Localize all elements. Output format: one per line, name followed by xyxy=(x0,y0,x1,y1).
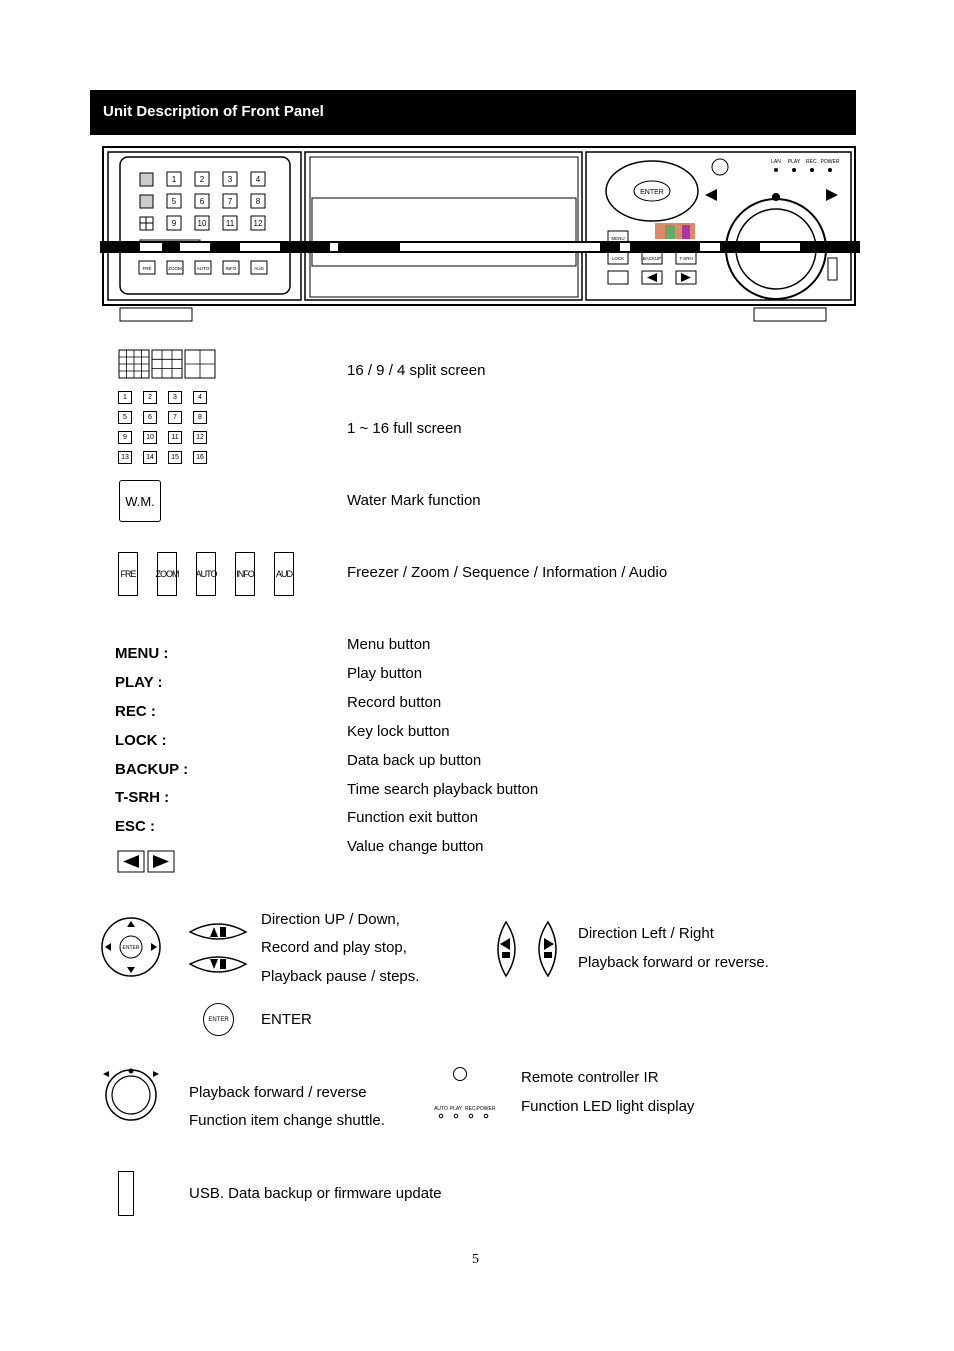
section-title: Unit Description of Front Panel xyxy=(103,103,324,120)
function-key-icon: ZOOM xyxy=(157,552,177,596)
full-screen-key: 2 xyxy=(143,391,157,404)
panel-number-key-label: 7 xyxy=(227,197,233,206)
panel-led-label: PLAY xyxy=(787,159,801,165)
button-desc: Play button xyxy=(347,665,423,682)
button-key-label: MENU : xyxy=(115,645,169,662)
usb-desc: USB. Data backup or firmware update xyxy=(189,1185,442,1202)
shuttle-desc-1: Playback forward / reverse xyxy=(189,1084,367,1101)
value-change-desc: Value change button xyxy=(347,838,484,855)
button-desc: Function exit button xyxy=(347,809,478,826)
panel-number-key-label: 11 xyxy=(225,219,235,228)
full-screen-key: 3 xyxy=(168,391,182,404)
watermark-key: W.M. xyxy=(119,480,161,522)
panel-number-key-label: 9 xyxy=(171,219,177,228)
panel-led xyxy=(792,168,796,172)
panel-number-key-label: 1 xyxy=(171,175,177,184)
panel-led xyxy=(774,168,778,172)
panel-led-label: REC. xyxy=(806,159,818,165)
panel-function-key-label: FRE xyxy=(142,266,152,271)
front-panel-illustration xyxy=(100,145,860,325)
usb-port-icon xyxy=(118,1171,134,1216)
panel-right-key-label: MENU xyxy=(611,236,625,241)
remote-led xyxy=(484,1114,488,1118)
full-screen-key: 16 xyxy=(193,451,207,464)
function-key-icon: AUD xyxy=(274,552,294,596)
up-down-keys-icon xyxy=(186,918,250,978)
panel-number-key-label: 2 xyxy=(199,175,205,184)
panel-number-key-label: 4 xyxy=(255,175,261,184)
leftright-desc-1: Direction Left / Right xyxy=(578,925,714,942)
panel-number-key-label: 12 xyxy=(253,219,263,228)
remote-led-label: AUTO xyxy=(434,1106,448,1112)
enter-desc: ENTER xyxy=(261,1011,312,1028)
button-key-label: T-SRH : xyxy=(115,789,170,806)
function-key-icon: FRE xyxy=(118,552,138,596)
button-key-label: ESC : xyxy=(115,818,156,835)
panel-function-key-label: INFO xyxy=(225,266,237,271)
button-key-label: BACKUP : xyxy=(115,761,189,778)
panel-number-key-label: 3 xyxy=(227,175,233,184)
full-screen-key: 15 xyxy=(168,451,182,464)
full-screen-key: 4 xyxy=(193,391,207,404)
panel-led-label: LAN xyxy=(771,159,781,165)
button-desc: Key lock button xyxy=(347,723,450,740)
panel-right-key-label: BACKUP xyxy=(642,256,662,261)
full-screen-key: 14 xyxy=(143,451,157,464)
updown-desc-1: Direction UP / Down, xyxy=(261,911,400,928)
button-desc: Time search playback button xyxy=(347,781,539,798)
leftright-desc-2: Playback forward or reverse. xyxy=(578,954,769,971)
updown-desc-3: Playback pause / steps. xyxy=(261,968,420,985)
full-screen-key: 8 xyxy=(193,411,207,424)
full-screen-key: 1 xyxy=(118,391,132,404)
svg-text:ENTER: ENTER xyxy=(122,945,140,951)
full-screen-key: 7 xyxy=(168,411,182,424)
panel-function-key-label: AUD xyxy=(254,266,264,271)
page-number: 5 xyxy=(472,1252,479,1267)
remote-desc-2: Function LED light display xyxy=(521,1098,695,1115)
button-key-label: PLAY : xyxy=(115,674,163,691)
panel-function-key-label: AUTO xyxy=(196,266,210,271)
value-change-arrows-icon xyxy=(116,850,176,874)
watermark-desc: Water Mark function xyxy=(347,492,481,509)
function-key-icon: INFO xyxy=(235,552,255,596)
panel-number-key-label: 6 xyxy=(199,197,205,206)
remote-led xyxy=(439,1114,443,1118)
panel-number-key-label: 8 xyxy=(255,197,261,206)
panel-led xyxy=(828,168,832,172)
remote-desc-1: Remote controller IR xyxy=(521,1069,659,1086)
button-desc: Record button xyxy=(347,694,442,711)
panel-number-key-label: 5 xyxy=(171,197,177,206)
panel-function-key-label: ZOOM xyxy=(168,266,182,271)
full-screen-key: 5 xyxy=(118,411,132,424)
jog-shuttle-icon xyxy=(100,1064,164,1124)
full-screen-keys xyxy=(118,391,218,465)
remote-led xyxy=(454,1114,458,1118)
full-screen-desc: 1 ~ 16 full screen xyxy=(347,420,462,437)
updown-desc-2: Record and play stop, xyxy=(261,939,407,956)
function-keys-desc: Freezer / Zoom / Sequence / Information / Audio xyxy=(347,564,668,581)
button-key-label: REC : xyxy=(115,703,156,720)
function-key-icon: AUTO xyxy=(196,552,216,596)
full-screen-key: 13 xyxy=(118,451,132,464)
panel-led xyxy=(810,168,814,172)
remote-led-label: POWER xyxy=(476,1106,496,1112)
remote-led xyxy=(469,1114,473,1118)
button-key-label: LOCK : xyxy=(115,732,167,749)
panel-number-key-label: 10 xyxy=(197,219,207,228)
ir-led-icon xyxy=(430,1064,500,1124)
panel-right-key-label: LOCK xyxy=(611,256,625,261)
button-desc: Data back up button xyxy=(347,752,482,769)
direction-pad-icon xyxy=(100,915,164,979)
function-key-icons xyxy=(118,552,298,598)
remote-led-label: PLAY xyxy=(449,1106,463,1112)
section-header xyxy=(90,90,856,135)
enter-key-icon: ENTER xyxy=(203,1003,234,1036)
full-screen-key: 12 xyxy=(193,431,207,444)
panel-led-label: POWER xyxy=(820,159,840,165)
full-screen-key: 6 xyxy=(143,411,157,424)
remote-led-label: REC. xyxy=(465,1106,477,1112)
split-screen-icons xyxy=(118,348,218,382)
left-right-keys-icon xyxy=(490,918,566,980)
panel-right-key-label: T-SRH xyxy=(679,256,693,261)
full-screen-key: 11 xyxy=(168,431,182,444)
panel-enter-label: ENTER xyxy=(640,189,664,196)
full-screen-key: 10 xyxy=(143,431,157,444)
full-screen-key: 9 xyxy=(118,431,132,444)
shuttle-desc-2: Function item change shuttle. xyxy=(189,1112,385,1129)
button-desc: Menu button xyxy=(347,636,431,653)
split-screen-desc: 16 / 9 / 4 split screen xyxy=(347,362,486,379)
